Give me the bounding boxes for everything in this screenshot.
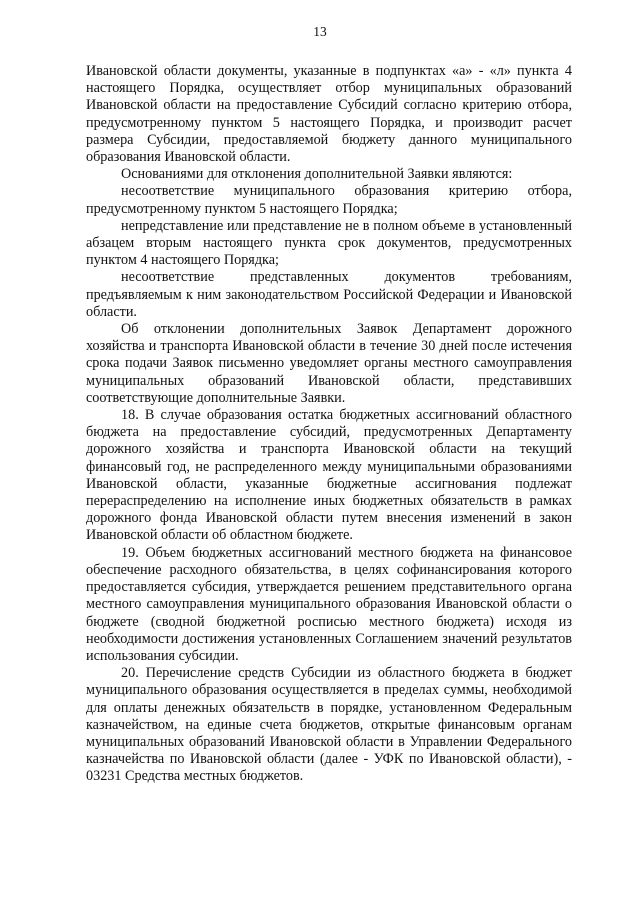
paragraph-rejection-ground-3: несоответствие представленных документов требованиям, предъявляемым к ним законодательством Российской Федерации и Ивановской области. [86, 269, 572, 320]
document-body [86, 63, 572, 786]
page-number: 13 [313, 24, 327, 39]
paragraph-continuation: Ивановской области документы, указанные в подпунктах «а» - «л» пункта 4 настоящего Порядка, осуществляет отбор муниципальных образований Ивановской области на предоставление Субсидий согласно критерию отбора, предусмотренному пунктом 5 настоящего Порядка, и производит расчет размера Субсидии, предоставляемой бюджету данного муниципального образования Ивановской области. [86, 63, 572, 166]
paragraph-rejection-ground-1: несоответствие муниципального образования критерию отбора, предусмотренному пунктом 5 настоящего Порядка; [86, 183, 572, 217]
paragraph-rejection-notice: Об отклонении дополнительных Заявок Департамент дорожного хозяйства и транспорта Ивановской области в течение 30 дней после истечения срока подачи Заявок письменно уведомляет органы местного самоуправления муниципальных образований Ивановской области, представивших соответствующие дополнительные Заявки. [86, 321, 572, 406]
paragraph-clause-19: 19. Объем бюджетных ассигнований местного бюджета на финансовое обеспечение расходного обязательства, в целях софинансирования которого предоставляется субсидия, утверждается решением представительного органа местного самоуправления муниципального образования Ивановской области о бюджете (сводной бюджетной росписью местного бюджета) исходя из необходимости достижения установленных Соглашением значений результатов использования субсидии. [86, 544, 572, 664]
paragraph-clause-20: 20. Перечисление средств Субсидии из областного бюджета в бюджет муниципального образования осуществляется в пределах суммы, необходимой для оплаты денежных обязательств в порядке, установленном Федеральным казначейством, на единые счета бюджетов, открытые финансовым органам муниципальных образований Ивановской области в Управлении Федерального казначейства по Ивановской области (далее - УФК по Ивановской области), - 03231 Средства местных бюджетов. [86, 665, 572, 785]
paragraph-clause-18: 18. В случае образования остатка бюджетных ассигнований областного бюджета на предоставление субсидий, предусмотренных Департаменту дорожного хозяйства и транспорта Ивановской области на текущий финансовый год, не распределенного между муниципальными образованиями Ивановской области, указанные бюджетные ассигнования подлежат перераспределению на исполнение иных бюджетных обязательств в рамках дорожного фонда Ивановской области путем внесения изменений в закон Ивановской области об областном бюджете. [86, 407, 572, 544]
paragraph-rejection-grounds-intro: Основаниями для отклонения дополнительной Заявки являются: [121, 166, 513, 183]
paragraph-rejection-ground-2: непредставление или представление не в полном объеме в установленный абзацем вторым настоящего пункта срок документов, предусмотренных пунктом 4 настоящего Порядка; [86, 217, 572, 269]
